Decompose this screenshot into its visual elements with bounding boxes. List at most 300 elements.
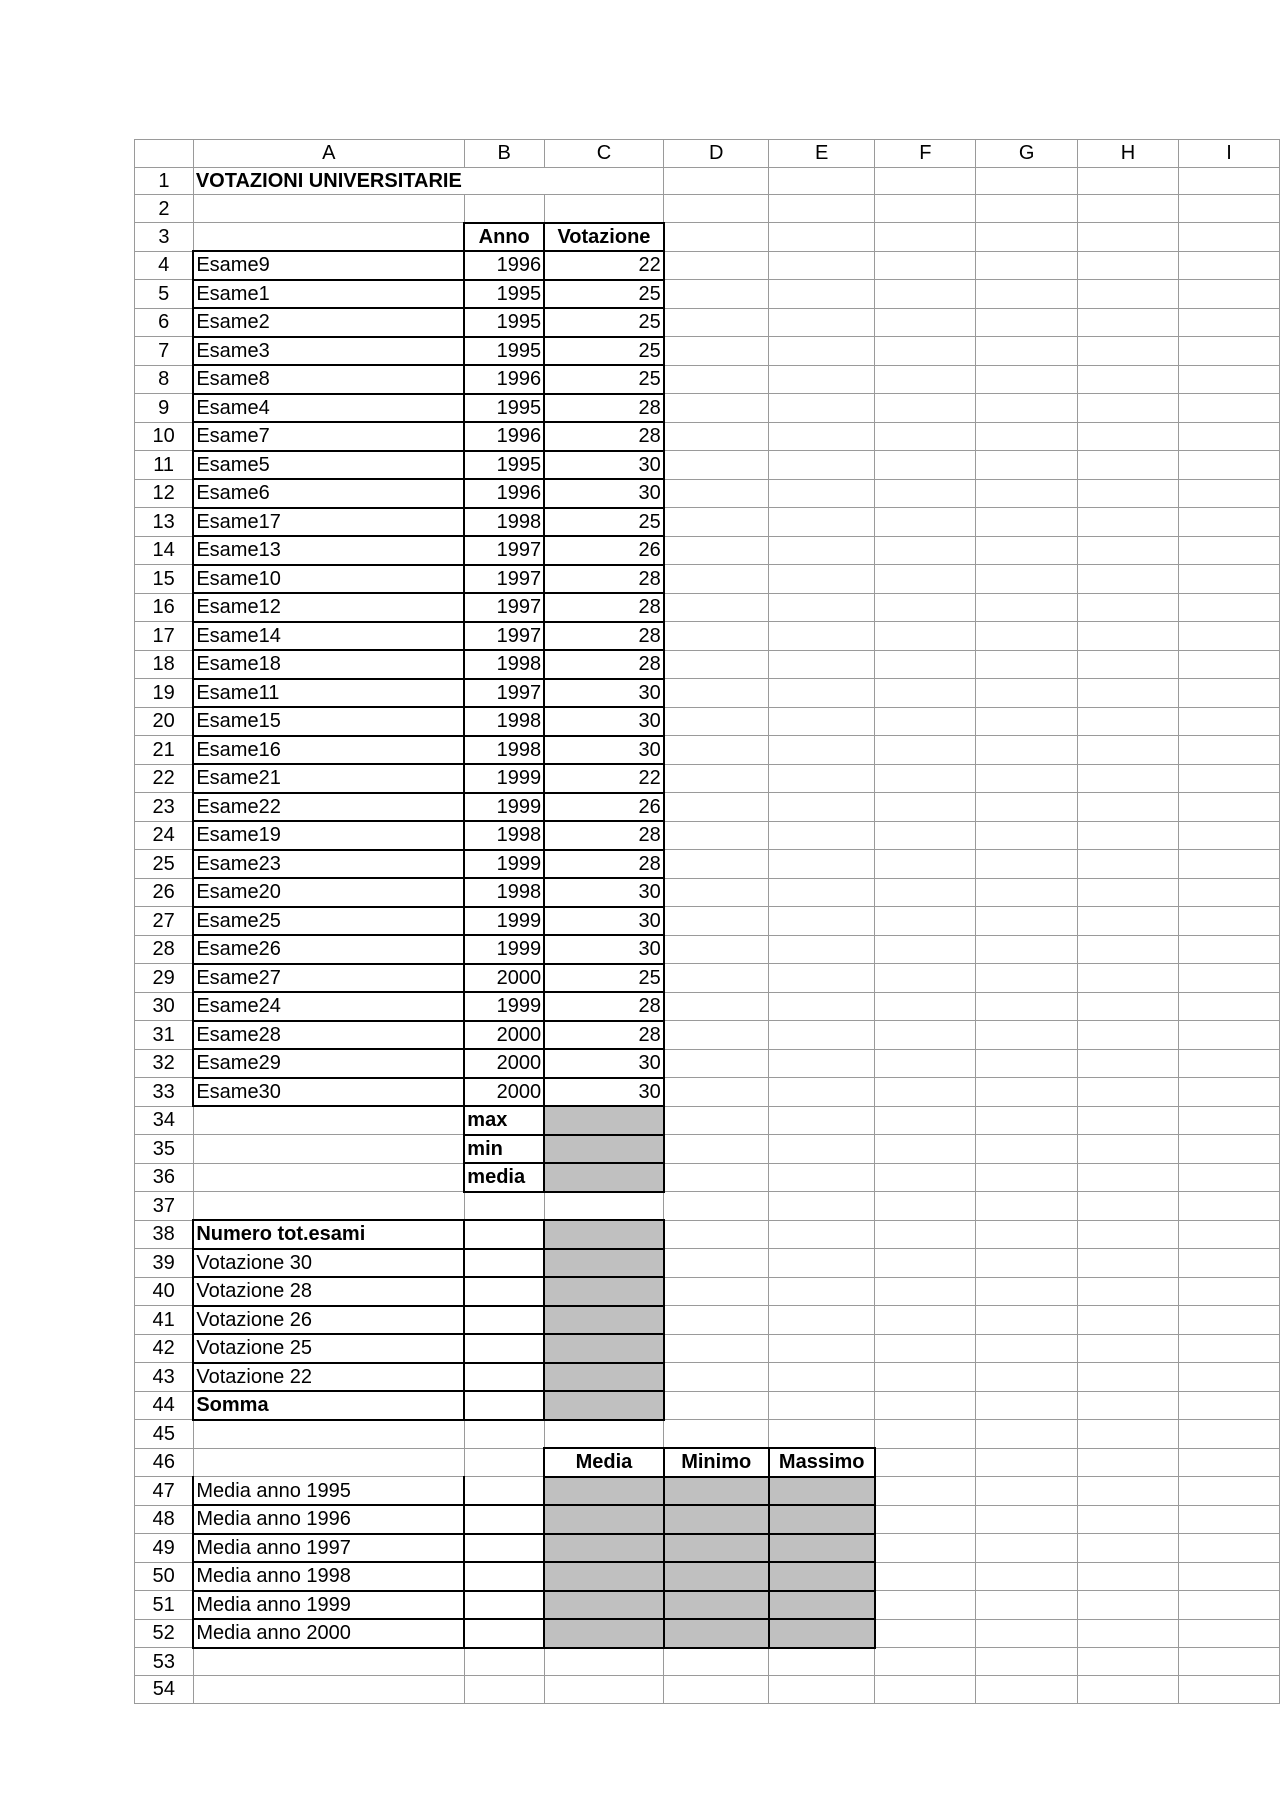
cell-h[interactable]: [1077, 1505, 1178, 1534]
exam-grade[interactable]: 25: [544, 365, 664, 394]
cell-f[interactable]: [875, 964, 976, 993]
cell-h[interactable]: [1077, 1477, 1178, 1506]
cell-e[interactable]: [769, 964, 875, 993]
row-header[interactable]: 48: [135, 1505, 194, 1534]
exam-year[interactable]: 1998: [464, 878, 544, 907]
column-header-d[interactable]: D: [664, 140, 769, 168]
row-header[interactable]: 11: [135, 451, 194, 480]
exam-name[interactable]: Esame25: [193, 907, 464, 936]
row-header[interactable]: 36: [135, 1163, 194, 1192]
cell-e[interactable]: [769, 479, 875, 508]
cell-i[interactable]: [1179, 1135, 1280, 1164]
header-media[interactable]: Media: [544, 1448, 664, 1477]
count-value-cell[interactable]: [544, 1391, 664, 1420]
row-header[interactable]: 25: [135, 850, 194, 879]
exam-grade[interactable]: 28: [544, 1021, 664, 1050]
cell-g[interactable]: [976, 280, 1077, 309]
cell-i[interactable]: [1179, 508, 1280, 537]
cell-f[interactable]: [875, 195, 976, 223]
row-header[interactable]: 46: [135, 1448, 194, 1477]
cell-e[interactable]: [769, 1021, 875, 1050]
exam-grade[interactable]: 30: [544, 479, 664, 508]
cell-i[interactable]: [1179, 195, 1280, 223]
cell-f[interactable]: [875, 1363, 976, 1392]
cell-d[interactable]: [664, 251, 769, 280]
cell-i[interactable]: [1179, 1163, 1280, 1192]
cell-g[interactable]: [976, 1334, 1077, 1363]
row-header[interactable]: 2: [135, 195, 194, 223]
count-value-cell[interactable]: [544, 1306, 664, 1335]
cell-g[interactable]: [976, 622, 1077, 651]
cell-h[interactable]: [1077, 935, 1178, 964]
exam-year[interactable]: 2000: [464, 1078, 544, 1107]
cell-g[interactable]: [976, 1448, 1077, 1477]
cell-i[interactable]: [1179, 1106, 1280, 1135]
exam-grade[interactable]: 28: [544, 565, 664, 594]
yearly-minimo-cell[interactable]: [664, 1534, 769, 1563]
cell-f[interactable]: [875, 167, 976, 195]
cell-f[interactable]: [875, 1505, 976, 1534]
cell-i[interactable]: [1179, 907, 1280, 936]
cell-g[interactable]: [976, 1078, 1077, 1107]
row-header[interactable]: 6: [135, 308, 194, 337]
yearly-media-cell[interactable]: [544, 1562, 664, 1591]
exam-year[interactable]: 1995: [464, 308, 544, 337]
exam-grade[interactable]: 30: [544, 736, 664, 765]
count-label[interactable]: Votazione 28: [193, 1277, 464, 1306]
stats-value-cell[interactable]: [544, 1135, 664, 1164]
cell-d[interactable]: [664, 1676, 769, 1704]
cell-d[interactable]: [664, 536, 769, 565]
row-header[interactable]: 31: [135, 1021, 194, 1050]
cell-e[interactable]: [769, 935, 875, 964]
exam-grade[interactable]: 30: [544, 935, 664, 964]
cell-h[interactable]: [1077, 308, 1178, 337]
cell-g[interactable]: [976, 1277, 1077, 1306]
cell-h[interactable]: [1077, 1078, 1178, 1107]
cell-g[interactable]: [976, 907, 1077, 936]
cell-g[interactable]: [976, 821, 1077, 850]
cell-f[interactable]: [875, 593, 976, 622]
exam-name[interactable]: Esame5: [193, 451, 464, 480]
cell-d[interactable]: [664, 679, 769, 708]
cell-h[interactable]: [1077, 1049, 1178, 1078]
cell-d[interactable]: [664, 1192, 769, 1221]
cell-i[interactable]: [1179, 1648, 1280, 1676]
cell-e[interactable]: [769, 451, 875, 480]
exam-name[interactable]: Esame18: [193, 650, 464, 679]
cell-g[interactable]: [976, 935, 1077, 964]
cell-g[interactable]: [976, 964, 1077, 993]
column-header-f[interactable]: F: [875, 140, 976, 168]
cell-i[interactable]: [1179, 964, 1280, 993]
cell-i[interactable]: [1179, 1306, 1280, 1335]
row-header[interactable]: 43: [135, 1363, 194, 1392]
yearly-media-cell[interactable]: [544, 1591, 664, 1620]
cell-e[interactable]: [769, 280, 875, 309]
row-header[interactable]: 23: [135, 793, 194, 822]
cell-f[interactable]: [875, 1249, 976, 1278]
exam-name[interactable]: Esame4: [193, 394, 464, 423]
exam-grade[interactable]: 28: [544, 394, 664, 423]
cell-f[interactable]: [875, 365, 976, 394]
cell-c[interactable]: [544, 1420, 664, 1449]
cell-a[interactable]: [193, 1135, 464, 1164]
yearly-label[interactable]: Media anno 1997: [193, 1534, 464, 1563]
cell-h[interactable]: [1077, 1562, 1178, 1591]
row-header[interactable]: 53: [135, 1648, 194, 1676]
cell-h[interactable]: [1077, 1277, 1178, 1306]
cell-g[interactable]: [976, 565, 1077, 594]
exam-name[interactable]: Esame28: [193, 1021, 464, 1050]
row-header[interactable]: 37: [135, 1192, 194, 1221]
cell-c[interactable]: [544, 195, 664, 223]
exam-name[interactable]: Esame23: [193, 850, 464, 879]
exam-name[interactable]: Esame8: [193, 365, 464, 394]
exam-year[interactable]: 1997: [464, 679, 544, 708]
cell-f[interactable]: [875, 736, 976, 765]
yearly-massimo-cell[interactable]: [769, 1505, 875, 1534]
cell-f[interactable]: [875, 1448, 976, 1477]
cell-d[interactable]: [664, 907, 769, 936]
count-label[interactable]: Numero tot.esami: [193, 1220, 464, 1249]
cell-e[interactable]: [769, 1192, 875, 1221]
cell-f[interactable]: [875, 1391, 976, 1420]
count-value-cell[interactable]: [544, 1334, 664, 1363]
cell-h[interactable]: [1077, 167, 1178, 195]
cell-i[interactable]: [1179, 479, 1280, 508]
header-votazione[interactable]: Votazione: [544, 223, 664, 252]
cell-b[interactable]: [464, 1192, 544, 1221]
cell-d[interactable]: [664, 622, 769, 651]
row-header[interactable]: 32: [135, 1049, 194, 1078]
cell-g[interactable]: [976, 422, 1077, 451]
exam-year[interactable]: 1997: [464, 565, 544, 594]
cell-e[interactable]: [769, 907, 875, 936]
cell-c[interactable]: [544, 1648, 664, 1676]
exam-name[interactable]: Esame15: [193, 707, 464, 736]
cell-i[interactable]: [1179, 1363, 1280, 1392]
exam-name[interactable]: Esame16: [193, 736, 464, 765]
cell-g[interactable]: [976, 1676, 1077, 1704]
sheet-title[interactable]: VOTAZIONI UNIVERSITARIE: [193, 167, 464, 195]
cell-g[interactable]: [976, 850, 1077, 879]
cell-d[interactable]: [664, 821, 769, 850]
cell-f[interactable]: [875, 821, 976, 850]
yearly-media-cell[interactable]: [544, 1619, 664, 1648]
cell-f[interactable]: [875, 1192, 976, 1221]
exam-name[interactable]: Esame2: [193, 308, 464, 337]
cell-h[interactable]: [1077, 679, 1178, 708]
yearly-media-cell[interactable]: [544, 1477, 664, 1506]
exam-grade[interactable]: 28: [544, 850, 664, 879]
exam-grade[interactable]: 28: [544, 622, 664, 651]
cell-f[interactable]: [875, 992, 976, 1021]
cell-i[interactable]: [1179, 1220, 1280, 1249]
cell-e[interactable]: [769, 365, 875, 394]
cell-g[interactable]: [976, 308, 1077, 337]
row-header[interactable]: 15: [135, 565, 194, 594]
cell-f[interactable]: [875, 223, 976, 252]
exam-year[interactable]: 1995: [464, 451, 544, 480]
cell-b[interactable]: [464, 1420, 544, 1449]
cell-g[interactable]: [976, 707, 1077, 736]
cell-i[interactable]: [1179, 1420, 1280, 1449]
cell-e[interactable]: [769, 1277, 875, 1306]
cell-d[interactable]: [664, 1334, 769, 1363]
count-value-cell[interactable]: [544, 1277, 664, 1306]
count-label[interactable]: Votazione 22: [193, 1363, 464, 1392]
cell-h[interactable]: [1077, 508, 1178, 537]
yearly-media-cell[interactable]: [544, 1534, 664, 1563]
cell-e[interactable]: [769, 167, 875, 195]
exam-grade[interactable]: 22: [544, 251, 664, 280]
cell-g[interactable]: [976, 1534, 1077, 1563]
cell-f[interactable]: [875, 565, 976, 594]
cell-e[interactable]: [769, 422, 875, 451]
cell-i[interactable]: [1179, 1477, 1280, 1506]
cell-h[interactable]: [1077, 394, 1178, 423]
cell-h[interactable]: [1077, 1591, 1178, 1620]
exam-name[interactable]: Esame24: [193, 992, 464, 1021]
exam-year[interactable]: 1996: [464, 479, 544, 508]
yearly-blank-cell[interactable]: [464, 1477, 544, 1506]
cell-g[interactable]: [976, 1249, 1077, 1278]
cell-g[interactable]: [976, 1562, 1077, 1591]
yearly-label[interactable]: Media anno 1995: [193, 1477, 464, 1506]
yearly-blank-cell[interactable]: [464, 1505, 544, 1534]
row-header[interactable]: 17: [135, 622, 194, 651]
exam-grade[interactable]: 28: [544, 992, 664, 1021]
exam-grade[interactable]: 25: [544, 308, 664, 337]
cell-f[interactable]: [875, 1562, 976, 1591]
exam-year[interactable]: 1999: [464, 935, 544, 964]
cell-f[interactable]: [875, 1106, 976, 1135]
cell-i[interactable]: [1179, 679, 1280, 708]
cell-f[interactable]: [875, 394, 976, 423]
cell-i[interactable]: [1179, 650, 1280, 679]
cell-g[interactable]: [976, 1021, 1077, 1050]
exam-year[interactable]: 1997: [464, 622, 544, 651]
cell-d[interactable]: [664, 593, 769, 622]
cell-e[interactable]: [769, 593, 875, 622]
count-blank-cell[interactable]: [464, 1220, 544, 1249]
cell-d[interactable]: [664, 280, 769, 309]
cell-f[interactable]: [875, 451, 976, 480]
yearly-blank-cell[interactable]: [464, 1591, 544, 1620]
yearly-massimo-cell[interactable]: [769, 1534, 875, 1563]
exam-grade[interactable]: 28: [544, 821, 664, 850]
row-header[interactable]: 49: [135, 1534, 194, 1563]
row-header[interactable]: 9: [135, 394, 194, 423]
cell-d[interactable]: [664, 935, 769, 964]
cell-d[interactable]: [664, 1420, 769, 1449]
cell-f[interactable]: [875, 1135, 976, 1164]
cell-e[interactable]: [769, 508, 875, 537]
cell-d[interactable]: [664, 508, 769, 537]
cell-g[interactable]: [976, 251, 1077, 280]
cell-c[interactable]: [544, 1192, 664, 1221]
cell-i[interactable]: [1179, 280, 1280, 309]
exam-grade[interactable]: 30: [544, 707, 664, 736]
cell-d[interactable]: [664, 195, 769, 223]
row-header[interactable]: 41: [135, 1306, 194, 1335]
cell-a[interactable]: [193, 1420, 464, 1449]
cell-h[interactable]: [1077, 793, 1178, 822]
cell-e[interactable]: [769, 622, 875, 651]
cell-f[interactable]: [875, 707, 976, 736]
stats-label[interactable]: media: [464, 1163, 544, 1192]
cell-h[interactable]: [1077, 1249, 1178, 1278]
exam-grade[interactable]: 25: [544, 280, 664, 309]
yearly-massimo-cell[interactable]: [769, 1619, 875, 1648]
cell-e[interactable]: [769, 679, 875, 708]
count-value-cell[interactable]: [544, 1249, 664, 1278]
count-label[interactable]: Votazione 30: [193, 1249, 464, 1278]
cell-h[interactable]: [1077, 1163, 1178, 1192]
cell-i[interactable]: [1179, 707, 1280, 736]
exam-year[interactable]: 2000: [464, 1021, 544, 1050]
cell-a[interactable]: [193, 1163, 464, 1192]
cell-g[interactable]: [976, 1106, 1077, 1135]
cell-i[interactable]: [1179, 935, 1280, 964]
cell-g[interactable]: [976, 536, 1077, 565]
exam-year[interactable]: 1995: [464, 280, 544, 309]
corner-cell[interactable]: [135, 140, 194, 168]
cell-h[interactable]: [1077, 1420, 1178, 1449]
cell-h[interactable]: [1077, 1135, 1178, 1164]
row-header[interactable]: 38: [135, 1220, 194, 1249]
cell-h[interactable]: [1077, 451, 1178, 480]
cell-g[interactable]: [976, 195, 1077, 223]
yearly-label[interactable]: Media anno 1999: [193, 1591, 464, 1620]
cell-h[interactable]: [1077, 850, 1178, 879]
cell-d[interactable]: [664, 308, 769, 337]
cell-e[interactable]: [769, 308, 875, 337]
cell-h[interactable]: [1077, 1676, 1178, 1704]
yearly-media-cell[interactable]: [544, 1505, 664, 1534]
exam-name[interactable]: Esame21: [193, 764, 464, 793]
cell-a[interactable]: [193, 195, 464, 223]
row-header[interactable]: 5: [135, 280, 194, 309]
yearly-label[interactable]: Media anno 1996: [193, 1505, 464, 1534]
row-header[interactable]: 35: [135, 1135, 194, 1164]
stats-value-cell[interactable]: [544, 1106, 664, 1135]
exam-name[interactable]: Esame30: [193, 1078, 464, 1107]
cell-e[interactable]: [769, 1676, 875, 1704]
cell-f[interactable]: [875, 280, 976, 309]
cell-i[interactable]: [1179, 1448, 1280, 1477]
exam-year[interactable]: 1999: [464, 992, 544, 1021]
cell-f[interactable]: [875, 1334, 976, 1363]
cell-f[interactable]: [875, 1163, 976, 1192]
cell-d[interactable]: [664, 451, 769, 480]
cell-e[interactable]: [769, 821, 875, 850]
cell-f[interactable]: [875, 1049, 976, 1078]
exam-year[interactable]: 1995: [464, 394, 544, 423]
count-label[interactable]: Votazione 26: [193, 1306, 464, 1335]
row-header[interactable]: 40: [135, 1277, 194, 1306]
cell-g[interactable]: [976, 1306, 1077, 1335]
cell-i[interactable]: [1179, 1078, 1280, 1107]
cell-f[interactable]: [875, 1220, 976, 1249]
exam-year[interactable]: 1997: [464, 536, 544, 565]
cell-g[interactable]: [976, 1619, 1077, 1648]
row-header[interactable]: 22: [135, 764, 194, 793]
cell-i[interactable]: [1179, 1391, 1280, 1420]
cell-i[interactable]: [1179, 593, 1280, 622]
cell-g[interactable]: [976, 593, 1077, 622]
yearly-massimo-cell[interactable]: [769, 1562, 875, 1591]
cell-a[interactable]: [193, 1648, 464, 1676]
exam-year[interactable]: 1999: [464, 764, 544, 793]
exam-year[interactable]: 1998: [464, 821, 544, 850]
cell-g[interactable]: [976, 1163, 1077, 1192]
cell-i[interactable]: [1179, 1192, 1280, 1221]
cell-i[interactable]: [1179, 1619, 1280, 1648]
cell-d[interactable]: [664, 394, 769, 423]
row-header[interactable]: 8: [135, 365, 194, 394]
row-header[interactable]: 52: [135, 1619, 194, 1648]
cell-i[interactable]: [1179, 337, 1280, 366]
cell-d[interactable]: [664, 1306, 769, 1335]
cell-h[interactable]: [1077, 622, 1178, 651]
cell-e[interactable]: [769, 536, 875, 565]
cell-h[interactable]: [1077, 707, 1178, 736]
count-value-cell[interactable]: [544, 1220, 664, 1249]
cell-d[interactable]: [664, 1135, 769, 1164]
exam-grade[interactable]: 26: [544, 536, 664, 565]
cell-i[interactable]: [1179, 451, 1280, 480]
cell-g[interactable]: [976, 679, 1077, 708]
cell-f[interactable]: [875, 764, 976, 793]
exam-year[interactable]: 1998: [464, 650, 544, 679]
exam-name[interactable]: Esame13: [193, 536, 464, 565]
count-blank-cell[interactable]: [464, 1363, 544, 1392]
exam-year[interactable]: 2000: [464, 964, 544, 993]
cell-e[interactable]: [769, 764, 875, 793]
row-header[interactable]: 19: [135, 679, 194, 708]
cell-d[interactable]: [664, 964, 769, 993]
cell-h[interactable]: [1077, 1334, 1178, 1363]
cell-i[interactable]: [1179, 1591, 1280, 1620]
cell-i[interactable]: [1179, 878, 1280, 907]
cell-f[interactable]: [875, 1648, 976, 1676]
cell-e[interactable]: [769, 1249, 875, 1278]
cell-h[interactable]: [1077, 223, 1178, 252]
exam-name[interactable]: Esame9: [193, 251, 464, 280]
cell-f[interactable]: [875, 1619, 976, 1648]
exam-name[interactable]: Esame6: [193, 479, 464, 508]
cell-h[interactable]: [1077, 565, 1178, 594]
exam-grade[interactable]: 25: [544, 508, 664, 537]
row-header[interactable]: 45: [135, 1420, 194, 1449]
row-header[interactable]: 47: [135, 1477, 194, 1506]
exam-name[interactable]: Esame12: [193, 593, 464, 622]
cell-f[interactable]: [875, 1277, 976, 1306]
cell-h[interactable]: [1077, 593, 1178, 622]
column-header-e[interactable]: E: [769, 140, 875, 168]
cell-e[interactable]: [769, 736, 875, 765]
count-blank-cell[interactable]: [464, 1277, 544, 1306]
cell-i[interactable]: [1179, 223, 1280, 252]
header-minimo[interactable]: Minimo: [664, 1448, 769, 1477]
row-header[interactable]: 18: [135, 650, 194, 679]
cell-a[interactable]: [193, 1106, 464, 1135]
exam-name[interactable]: Esame10: [193, 565, 464, 594]
header-anno[interactable]: Anno: [464, 223, 544, 252]
exam-name[interactable]: Esame3: [193, 337, 464, 366]
